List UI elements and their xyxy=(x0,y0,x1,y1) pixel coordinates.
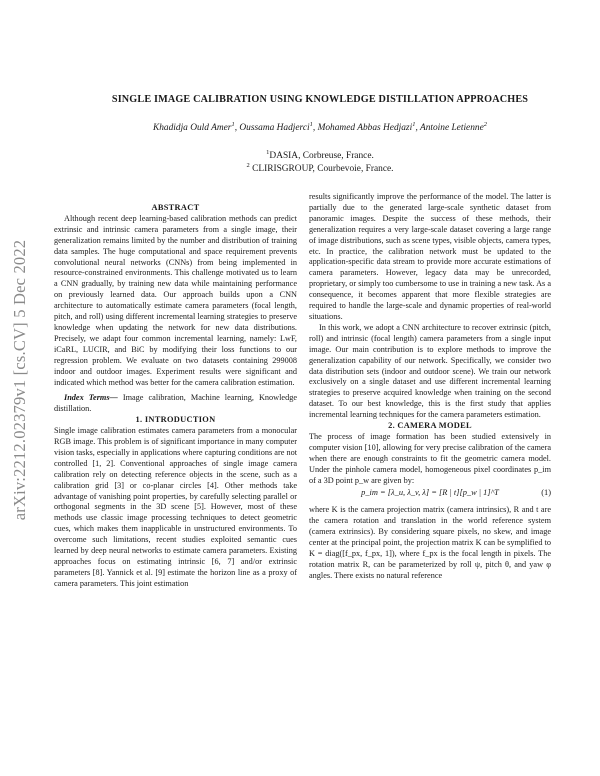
affiliation xyxy=(40,148,600,161)
arxiv-stamp xyxy=(10,200,30,560)
index-terms xyxy=(54,393,297,415)
author-name: Oussama Hadjerci xyxy=(239,123,310,133)
affiliation-mark: 2 xyxy=(246,161,250,169)
arxiv-stamp-text: arXiv:2212.02379v1 [cs.CV] 5 Dec 2022 xyxy=(10,239,29,521)
author-name: Antoine Letienne xyxy=(419,123,484,133)
abstract-text: Although recent deep learning-based calibration methods can predict extrinsic and intrinsic camera parameters from a single image, their generalization remains limited by the number and distribution of training data samples. The huge computational and space requirement prevents convolutional neural networks (CNNs) from being implemented in resource-constrained environments. This challenge motivated us to learn a CNN gradually, by training new data while maintaining performance on previously learned data. Our approach builds upon a CNN architecture to automatically estimate camera parameters (focal length, pitch, and roll) using different incremental learning strategies to preserve knowledge when updating the network for new data distributions. Precisely, we adapt four common incremental learning, namely: LwF, iCaRL, LUCIR, and BiC by modifying their loss functions to our regression problem. We evaluate on two datasets containing 299008 indoor and outdoor images. Experiment results were significant and indicated which method was better for the camera calibration estimation. xyxy=(54,213,297,387)
equation-number: (1) xyxy=(541,488,551,498)
introduction-heading: 1. INTRODUCTION xyxy=(135,415,216,425)
abstract-heading: ABSTRACT xyxy=(151,203,200,212)
index-terms-label: Index Terms— xyxy=(64,393,118,403)
affiliation-mark: 1 xyxy=(266,148,270,156)
author-list: Khadidja Ould Amer$^1$, Oussama Hadjerci$^1$, Mohamed Abbas Hedjazi$^1$, Antoine Letienne$^2$ xyxy=(152,120,488,133)
camera-model-text-1: The process of image formation has been studied extensively in computer vision [10], allowing for very precise calibration of the camera when there are enough constraints to fit the geometric camera model. Under the pinhole camera model, homogeneous pixel coordinates p_im of a 3D point p_w are given by: xyxy=(309,431,551,485)
affiliation xyxy=(40,161,600,174)
introduction-continuation: results significantly improve the performance of the model. The latter is partially due to the generated large-scale synthetic dataset from panoramic images. Despite the success of these methods, their generalization requires a very large-scale dataset covering a large range of image distributions, such as scene types, visible objects, camera types, etc. In practice, the calibration network must be updated to the application-specific data stream to provide more accurate estimations of camera parameters. However, legacy data may be unrecorded, proprietary, or simply too cumbersome to use in training a new task. As a consequence, it becomes apparent that more flexible strategies are required to handle the large-scale and dynamic properties of real-world situations. xyxy=(309,192,551,321)
equation-1 xyxy=(309,488,551,502)
introduction-text: Single image calibration estimates camera parameters from a monocular RGB image. This problem is of significant importance in many computer vision tasks, especially in applications where capturing conditions are not controlled [1, 2]. Conventional approaches of single image camera calibration rely on detecting reference objects in the scene, such as a calibration grid [3] or co-planar circles [4]. Other methods take advantage of vanishing point properties, by carefully selecting parallel or orthogonal segments in the 3D scene [5]. However, most of these methods use classic image processing techniques to detect geometric cues, which makes them inapplicable in unstructured environments. To overcome such limitations, recent studies exploited semantic cues learned by deep neural networks to estimate camera parameters. Existing approaches focus on estimating intrinsic [6, 7] and/or extrinsic parameters [8]. Yannick et al. [9] estimate the horizon line as a proxy of camera parameters. This joint estimation xyxy=(54,426,297,588)
author-name: Khadidja Ould Amer xyxy=(152,123,232,133)
paper-title: SINGLE IMAGE CALIBRATION USING KNOWLEDGE DISTILLATION APPROACHES xyxy=(111,94,529,105)
camera-model-heading: 2. CAMERA MODEL xyxy=(388,421,472,431)
camera-model-text-2: where K is the camera projection matrix (camera intrinsics), R and t are the camera rotation and translation in the world reference system (camera extrinsics). By considering square pixels, no skew, and image center at the principal point, the projection matrix K can be symplified to K = diag([f_px, f_px, 1]), where f_px is the focal length in pixels. The rotation matrix R, can be parameterized by roll ψ, pitch θ, and yaw φ angles. There exists no natural reference xyxy=(309,505,551,580)
index-terms-text: Image calibration, Machine learning, Knowledge distillation. xyxy=(54,393,297,414)
affiliation-text: DASIA, Corbreuse, France. xyxy=(269,151,374,161)
author-mark: 1 xyxy=(231,120,235,128)
author-name: Mohamed Abbas Hedjazi xyxy=(317,123,413,133)
affiliation-text: CLIRISGROUP, Courbevoie, France. xyxy=(249,164,394,174)
author-mark: 1 xyxy=(412,120,416,128)
introduction-paragraph-2: In this work, we adopt a CNN architecture to recover extrinsic (pitch, roll) and intrinsic (focal length) camera parameters from a single input image. Our main contribution is to explore methods to improve the generalization capability of our network. Specifically, we consider two data distribution sets (indoor and outdoor scene). We train our network exclusively on a single dataset and use different incremental learning strategies to preserve acquired knowledge when training on the second dataset. To our best knowledge, this is the first study that applies incremental learning techniques for the camera parameters estimation. xyxy=(309,322,551,420)
right-column xyxy=(309,192,551,582)
left-column xyxy=(54,203,297,590)
equation-body: p_im = [λ_u, λ_v, λ] = [R | t][p_w | 1]^T xyxy=(361,488,499,498)
author-mark: 1 xyxy=(309,120,313,128)
author-mark: 2 xyxy=(483,120,488,128)
